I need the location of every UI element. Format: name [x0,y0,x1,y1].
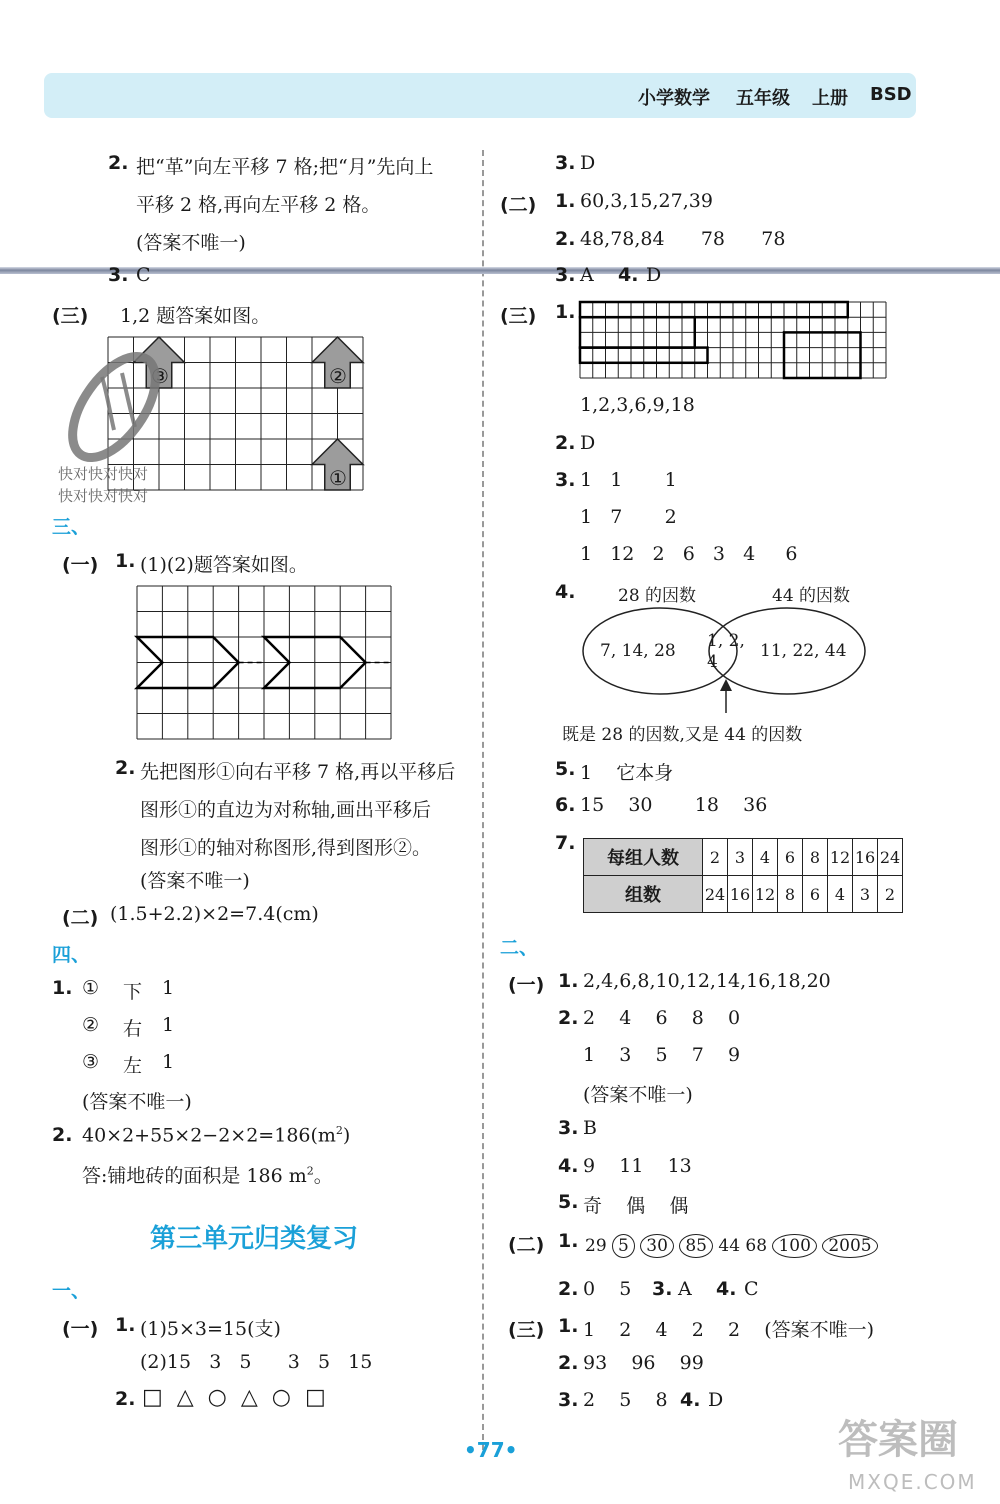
sec4-row3-dir: 左 [123,1055,143,1077]
table-cell: 16 [853,839,878,876]
left-sec4-num1: 1. [52,977,73,999]
left-s2-num: 2. [108,152,129,174]
edition-label: BSD [870,84,912,105]
right-q2-num: 2. [555,432,576,454]
right-q3-line3: 1 12 2 6 3 4 6 [580,543,798,565]
factors-18: 1,2,3,6,9,18 [580,394,695,416]
right-sec2-t1: 2,4,6,8,10,12,14,16,18,20 [583,970,831,992]
table-cell: 16 [728,876,753,913]
right-sec2-num5: 5. [558,1191,579,1213]
seq-item-circled: 100 [772,1234,816,1258]
right-p3-label: (三) [500,305,537,327]
arrow-grid-figure [137,586,393,741]
left-s3-num: 3. [108,264,129,286]
right-sec2-t34: D [708,1389,724,1411]
right-q4-num: 4. [555,581,576,603]
right-sec2-t5: 奇 偶 偶 [583,1195,689,1217]
left-s2-line1: 把“革”向左平移 7 格;把“月”先向上 [136,156,434,178]
stamp-text-1: 快对快对快对 [58,465,149,483]
table-cell: 12 [828,839,853,876]
venn-diagram [580,605,870,717]
venn-common-bottom: 4 [707,652,718,672]
table-cell: 24 [703,876,728,913]
grid-label-1: ① [329,466,347,490]
number-sequence [585,1234,878,1258]
right-q3-line2: 1 7 2 [580,506,677,528]
venn-right-set: 11, 22, 44 [760,641,847,661]
left-part2-text: (1.5+2.2)×2=7.4(cm) [110,903,319,925]
left-q2-line3: 图形①的轴对称图形,得到图形②。 [140,837,432,859]
right-p3-num: 1. [555,301,576,323]
right-q5-num: 5. [555,758,576,780]
stamp-text-2: 快对快对快对 [58,487,149,505]
right-sec2-heading: 二、 [500,937,539,959]
right-q2-text: D [580,432,596,454]
left-q2-line2: 图形①的直边为对称轴,画出平移后 [140,799,432,821]
grader-stamp-mark [52,335,182,480]
right-sec2-t2c: (答案不唯一) [583,1084,693,1106]
left-sec4-heading: 四、 [52,944,91,966]
right-sec2-num33: 3. [558,1389,579,1411]
right-sec2-num23: 3. [652,1278,673,1300]
unit-review-title: 第三单元归类复习 [150,1224,359,1254]
right-r3-text: D [580,152,596,174]
left-q2-line1: 先把图形①向右平移 7 格,再以平移后 [140,761,456,783]
seq-item: 68 [745,1236,768,1256]
sec4-row3-mark: ③ [82,1051,100,1073]
right-sec2-num1: 1. [558,970,579,992]
table-cell: 2 [878,876,903,913]
right-sec2-num3: 3. [558,1117,579,1139]
grid-label-2: ② [329,364,347,388]
table-cell: 8 [803,839,828,876]
left-s2-line3: (答案不唯一) [136,232,246,254]
column-divider [482,150,484,1450]
right-q3-line1: 1 1 1 [580,469,677,491]
right-r2-num: 2. [555,228,576,250]
right-sec2-num24: 4. [716,1278,737,1300]
left-sec1-num2: 2. [115,1388,136,1410]
volume-label: 上册 [812,88,848,109]
venn-left-title: 28 的因数 [618,586,697,606]
table-cell: 24 [878,839,903,876]
left-sec1-num1: 1. [115,1314,136,1336]
shape-sequence: □ △ ○ △ ○ □ [142,1385,326,1410]
table-cell: 6 [803,876,828,913]
group-table [583,838,903,913]
left-q2-line4: (答案不唯一) [140,870,250,892]
site-watermark-logo: 答案圈 [838,1417,958,1463]
table-row1-label: 每组人数 [584,839,703,876]
right-r34-a3: A [580,264,594,286]
table-cell: 4 [828,876,853,913]
sec4-row2-val: 1 [162,1014,175,1036]
venn-common-top: 1, 2, [707,631,745,651]
right-q6-text: 15 30 18 36 [580,794,768,816]
right-sec2-t4: 9 11 13 [583,1155,692,1177]
left-q2-num: 2. [115,757,136,779]
right-r34-num3: 3. [555,264,576,286]
page-number: •77• [464,1438,518,1462]
left-sec1-label: (一) [62,1318,99,1340]
table-row [584,839,903,876]
right-sec2-num4: 4. [558,1155,579,1177]
left-sec3-p1-label: (一) [62,554,99,576]
right-sec2-t3: B [583,1117,597,1139]
left-part3-label: (三) [52,305,89,327]
right-sec2-t22: 0 5 [583,1278,632,1300]
seq-item-circled: 30 [640,1234,674,1258]
right-q6-num: 6. [555,794,576,816]
site-watermark-url: MXQE.COM [848,1470,977,1494]
right-sec2-t23: A [678,1278,692,1300]
right-sec2-num32: 2. [558,1352,579,1374]
seq-item-circled: 85 [679,1234,713,1258]
rectangle-arrangement-grid [580,302,890,382]
table-cell: 12 [753,876,778,913]
grid-label-3: ③ [151,364,169,388]
left-sec1-line2: (2)15 3 5 3 5 15 [140,1351,373,1373]
right-q5-text: 1 它本身 [580,762,674,784]
table-row2-label: 组数 [584,876,703,913]
subject-label: 小学数学 [638,88,710,109]
sec4-row2-dir: 右 [123,1018,143,1040]
left-part3-text: 1,2 题答案如图。 [120,305,271,327]
venn-left-set: 7, 14, 28 [600,641,676,661]
sec4-row1-mark: ① [82,977,100,999]
table-cell: 3 [728,839,753,876]
right-r34-a4: D [646,264,662,286]
left-sec1-line1: (1)5×3=15(支) [140,1318,281,1340]
sec4-note: (答案不唯一) [82,1091,192,1113]
left-s2-line2: 平移 2 格,再向左平移 2 格。 [136,194,381,216]
right-sec2-t24: C [744,1278,759,1300]
right-p2-num: 1. [555,190,576,212]
left-sec3-p1-num: 1. [115,550,136,572]
sec4-row3-val: 1 [162,1051,175,1073]
seq-item: 44 [718,1236,741,1256]
left-sec3-heading: 三、 [52,516,91,538]
sec4-equation: $40\times 2+55\times 2-2\times 2=186(m^2)$ [82,1124,351,1147]
right-sec2-label1: (一) [508,974,545,996]
left-sec3-p1-text: (1)(2)题答案如图。 [140,554,308,576]
right-sec2-num34: 4. [680,1389,701,1411]
right-p2-text: 60,3,15,27,39 [580,190,713,212]
venn-caption: 既是 28 的因数,又是 44 的因数 [562,725,803,745]
venn-right-title: 44 的因数 [772,586,851,606]
left-s3-text: C [136,264,151,286]
right-sec2-t31: 1 2 4 2 2 (答案不唯一) [583,1319,875,1341]
seq-item-circled: 5 [612,1234,635,1258]
table-cell: 3 [853,876,878,913]
table-cell: 4 [753,839,778,876]
seq-item-circled: 2005 [822,1234,877,1258]
right-q3-num: 3. [555,469,576,491]
sec4-row1-val: 1 [162,977,175,999]
right-sec2-label3: (三) [508,1319,545,1341]
right-sec2-t2a: 2 4 6 8 0 [583,1007,741,1029]
table-row [584,876,903,913]
sec4-answer: 答:铺地砖的面积是 186 $m^2$。 [82,1164,333,1187]
right-sec2-num22: 2. [558,1278,579,1300]
right-r34-num4: 4. [618,264,639,286]
right-r3-num: 3. [555,152,576,174]
grade-label: 五年级 [736,88,790,109]
right-sec2-label2: (二) [508,1234,545,1256]
left-sec1-heading: 一、 [52,1280,91,1302]
right-sec2-num2: 2. [558,1007,579,1029]
left-part2-label: (二) [62,907,99,929]
seq-item: 29 [585,1236,607,1256]
right-sec2-t2b: 1 3 5 7 9 [583,1044,741,1066]
right-r2-text: 48,78,84 78 78 [580,228,786,250]
right-p2-label: (二) [500,194,537,216]
table-cell: 6 [778,839,803,876]
right-sec2-t33: 2 5 8 [583,1389,668,1411]
left-sec4-num2: 2. [52,1124,73,1146]
sec4-row1-dir: 下 [123,981,143,1003]
sec4-row2-mark: ② [82,1014,100,1036]
rect-1x18 [580,302,848,317]
right-sec2-num31: 1. [558,1315,579,1337]
right-q7-num: 7. [555,832,576,854]
right-sec2-num21: 1. [558,1230,579,1252]
table-cell: 8 [778,876,803,913]
table-cell: 2 [703,839,728,876]
right-sec2-t32: 93 96 99 [583,1352,704,1374]
